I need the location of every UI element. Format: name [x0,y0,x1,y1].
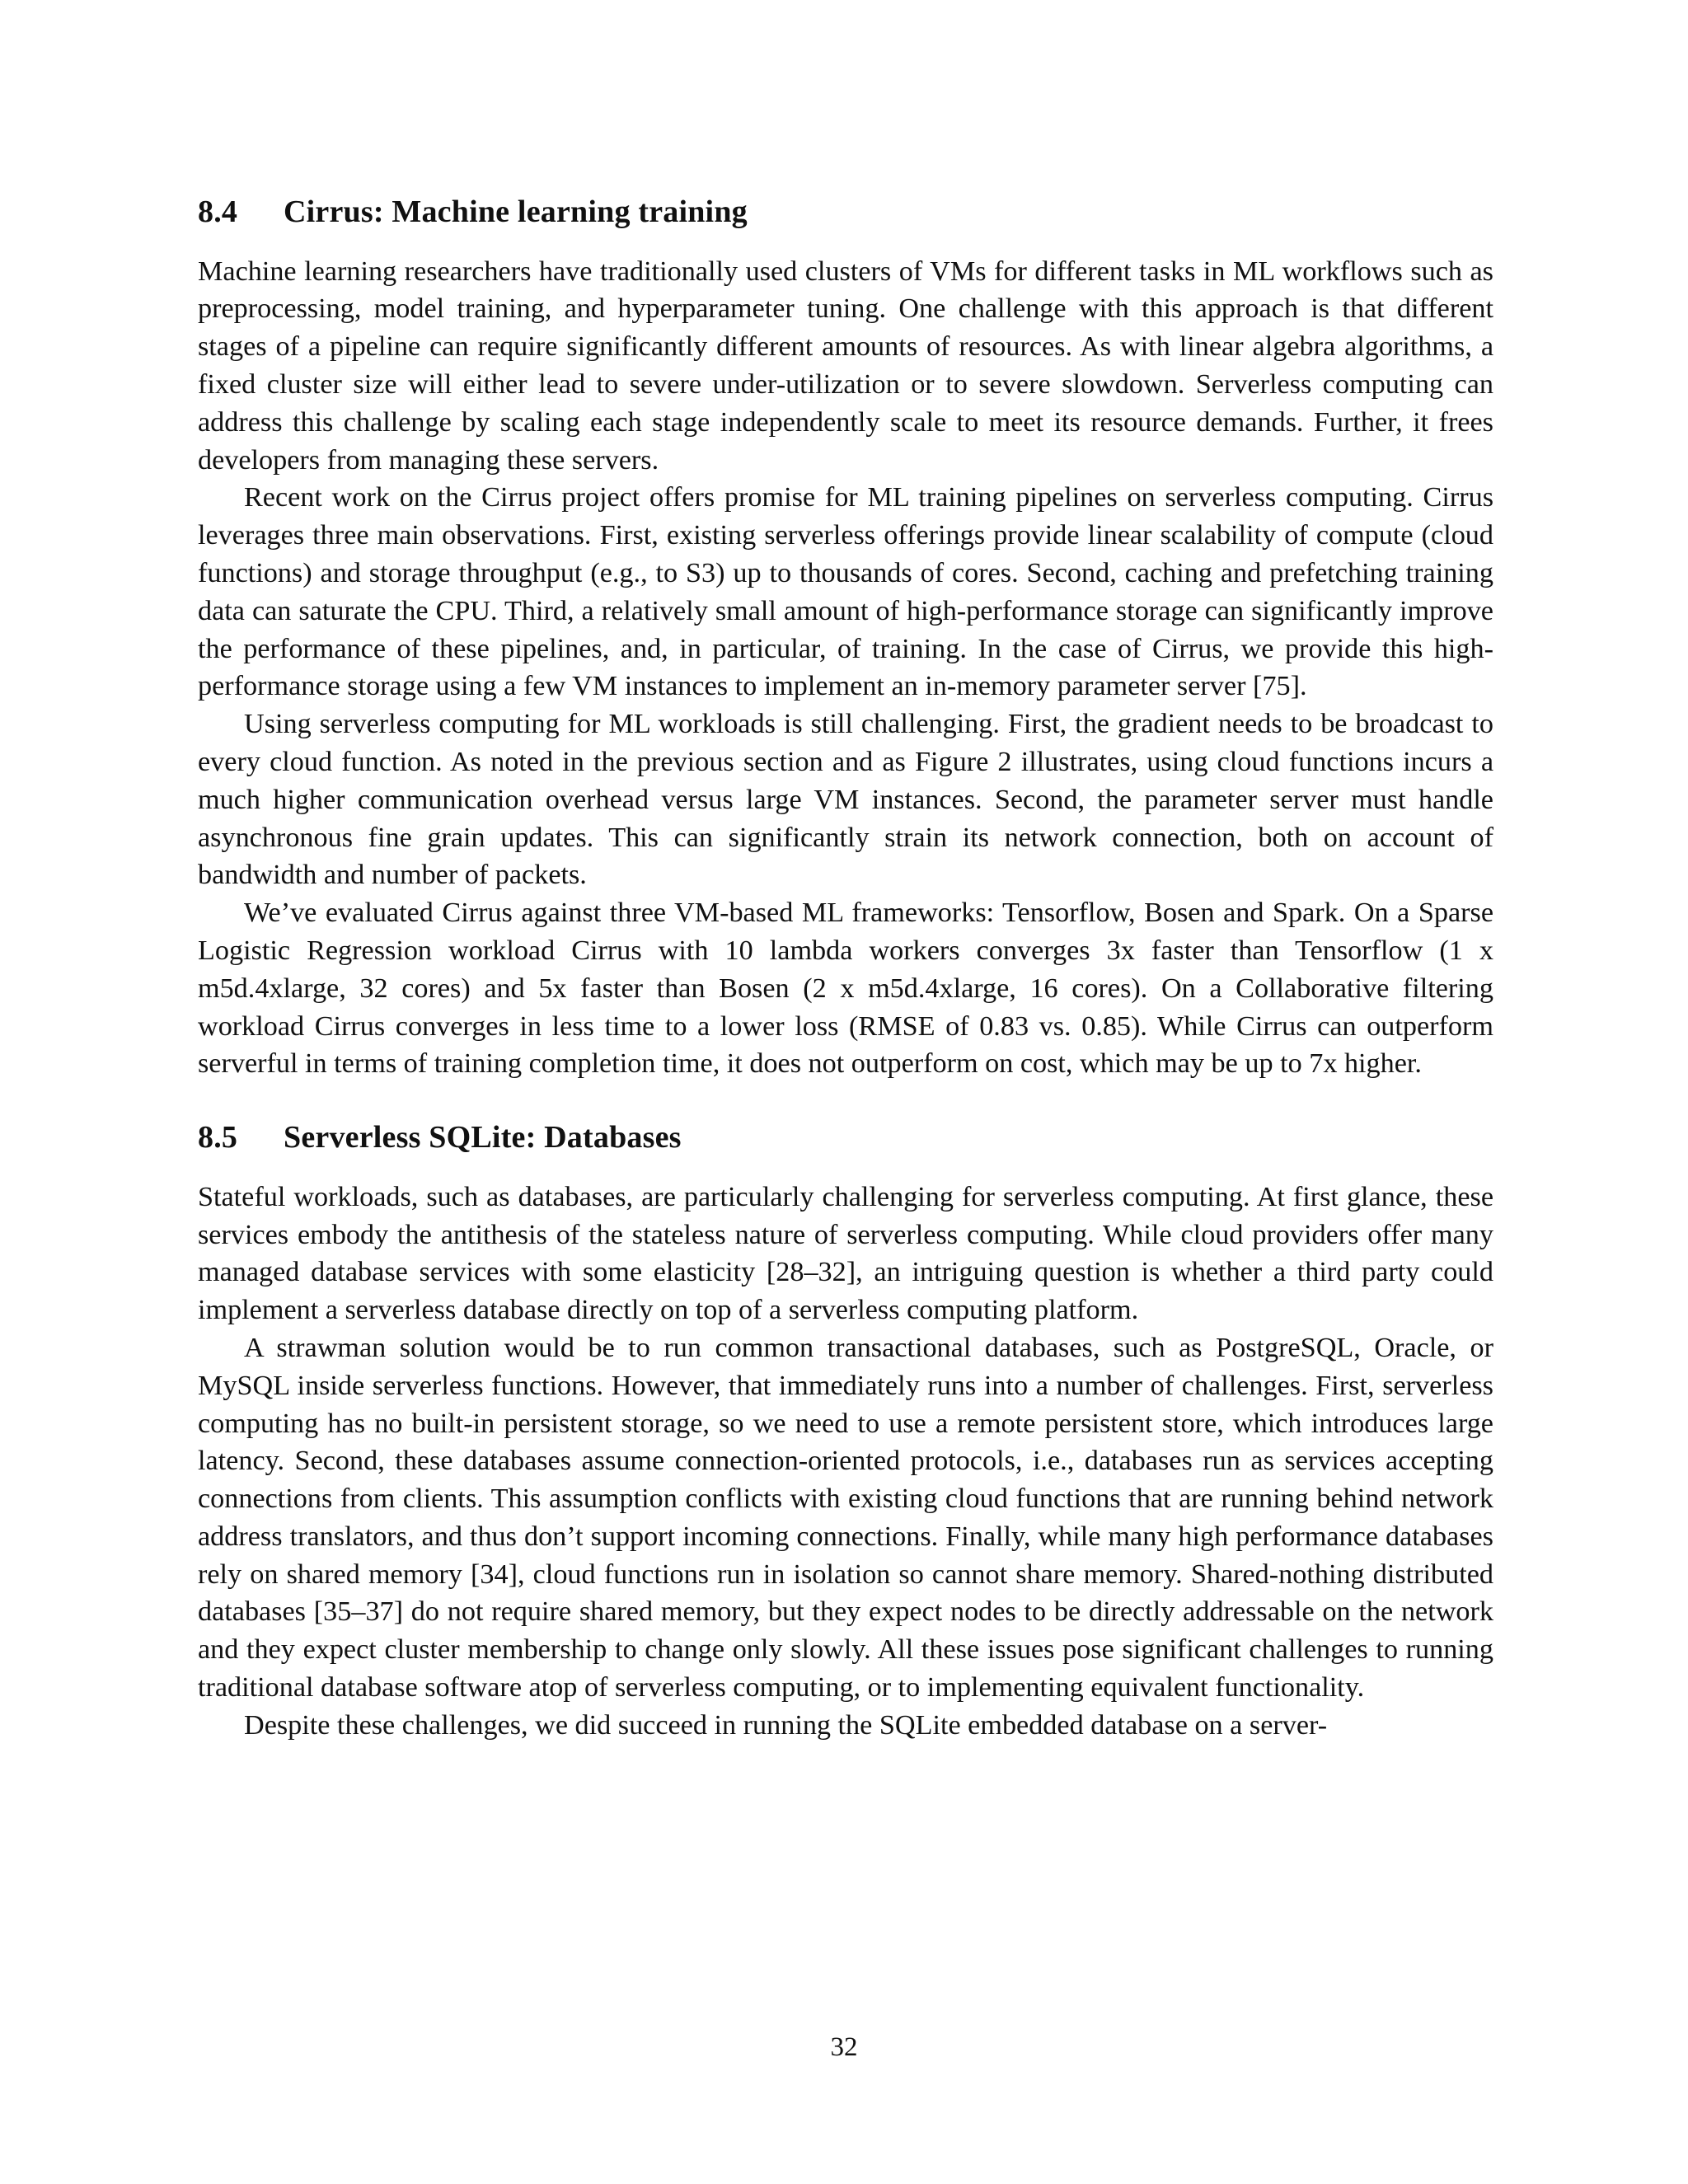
page-body [198,194,1493,1745]
section-heading [198,1119,1493,1157]
paragraph: Using serverless computing for ML workloads is still challenging. First, the gradient needs to be broadcast to every cloud function. As noted in the previous section and as Figure 2 illustrates, using cloud functions incurs a much higher communication overhead versus large VM instances. Second, the parameter server must handle asynchronous fine grain updates. This can significantly strain its network connection, both on account of bandwidth and number of packets. [198,709,1493,891]
paragraph: Machine learning researchers have traditionally used clusters of VMs for different tasks in ML workflows such as preprocessing, model training, and hyperparameter tuning. One challenge with this approach is that different stages of a pipeline can require significantly different amounts of resources. As with linear algebra algorithms, a fixed cluster size will either lead to severe under-utilization or to severe slowdown. Serverless computing can address this challenge by scaling each stage independently scale to meet its resource demands. Further, it frees developers from managing these servers. [198,255,1493,476]
section-number: 8.5 [198,1120,238,1155]
section-spacer [198,1083,1493,1119]
paragraph: A strawman solution would be to run common transactional databases, such as PostgreSQL, Oracle, or MySQL inside serverless functions. However, that immediately runs into a number of challenges. First, serverless computing has no built-in persistent storage, so we need to use a remote persistent store, which introduces large latency. Second, these databases assume connection-oriented protocols, i.e., databases run as services accepting connections from clients. This assumption conflicts with existing cloud functions that are running behind network address translators, and thus don’t support incoming connections. Finally, while many high performance databases rely on shared memory [34], cloud functions run in isolation so cannot share memory. Shared-nothing distributed databases [35–37] do not require shared memory, but they expect nodes to be directly addressable on the network and they expect cluster membership to change only slowly. All these issues pose significant challenges to running traditional database software atop of serverless computing, or to implementing equivalent functionality. [198,1332,1493,1704]
paragraph: Stateful workloads, such as databases, are particularly challenging for serverless computing. At first glance, these services embody the antithesis of the stateless nature of serverless computing. While cloud providers offer many managed database services with some elasticity [28–32], an intriguing question is whether a third party could implement a serverless database directly on top of a serverless computing platform. [198,1181,1493,1326]
paragraph: We’ve evaluated Cirrus against three VM-based ML frameworks: Tensorflow, Bosen and Spark. On a Sparse Logistic Regression workload Cirrus with 10 lambda workers converges 3x faster than Tensorflow (1 x m5d.4xlarge, 32 cores) and 5x faster than Bosen (2 x m5d.4xlarge, 16 cores). On a Collaborative filtering workload Cirrus converges in less time to a lower loss (RMSE of 0.83 vs. 0.85). While Cirrus can outperform serverful in terms of training completion time, it does not outperform on cost, which may be up to 7x higher. [198,898,1493,1080]
section-title: Cirrus: Machine learning training [284,194,748,229]
section-title: Serverless SQLite: Databases [284,1120,682,1155]
paragraph: Recent work on the Cirrus project offers promise for ML training pipelines on serverless computing. Cirrus leverages three main observations. First, existing serverless offerings provide linear scalability of compute (cloud functions) and storage throughput (e.g., to S3) up to thousands of cores. Second, caching and prefetching training data can saturate the CPU. Third, a relatively small amount of high-performance storage can significantly improve the performance of these pipelines, and, in particular, of training. In the case of Cirrus, we provide this high-performance storage using a few VM instances to implement an in-memory parameter server [75]. [198,482,1493,702]
page-number: 32 [830,2032,858,2062]
paragraph: Despite these challenges, we did succeed in running the SQLite embedded database on a server- [244,1709,1328,1741]
section-number: 8.4 [198,194,238,229]
section-heading [198,194,1493,232]
